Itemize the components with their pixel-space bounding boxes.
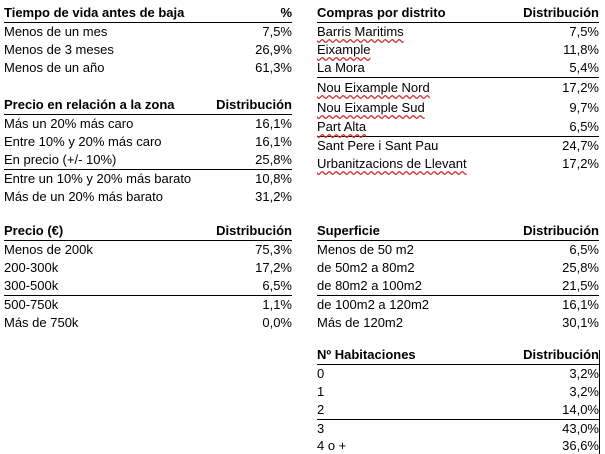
row-label: Barris Maritims — [317, 24, 404, 39]
row-value: 6,5% — [569, 119, 599, 134]
row-value: 17,2% — [255, 260, 292, 275]
table-row — [317, 155, 599, 173]
table-title: Nº Habitaciones — [317, 347, 416, 362]
table-row — [317, 401, 599, 420]
table-title: Superficie — [317, 223, 380, 238]
row-value: 75,3% — [255, 242, 292, 257]
table-habitaciones — [317, 346, 599, 454]
table-row — [317, 78, 599, 98]
row-value: 16,1% — [255, 116, 292, 131]
table-row — [4, 41, 292, 59]
column-header: Distribución — [216, 97, 292, 112]
column-header: Distribución — [523, 5, 599, 20]
row-value: 36,6% — [562, 438, 599, 453]
row-label: 2 — [317, 402, 325, 417]
row-value: 16,1% — [255, 134, 292, 149]
row-value: 3,2% — [569, 366, 599, 381]
column-header: % — [280, 5, 292, 20]
table-title: Compras por distrito — [317, 5, 446, 20]
row-label: 300-500k — [4, 278, 59, 293]
column-header: Distribución — [216, 223, 292, 238]
row-label: 0 — [317, 366, 325, 381]
row-value: 16,1% — [562, 297, 599, 312]
table-row — [4, 170, 292, 188]
row-value: 11,8% — [563, 42, 599, 57]
table-row — [4, 115, 292, 133]
table-row — [317, 118, 599, 137]
row-value: 24,7% — [562, 138, 599, 153]
table-header — [4, 222, 292, 241]
table-tiempo-vida — [4, 4, 292, 77]
row-label: Part Alta — [317, 119, 367, 134]
table-row — [317, 365, 599, 383]
table-border — [599, 350, 600, 454]
table-row — [317, 98, 599, 118]
table-title: Tiempo de vida antes de baja — [4, 5, 185, 20]
table-precio-zona — [4, 96, 292, 206]
row-label: Entre un 10% y 20% más barato — [4, 171, 192, 186]
column-header: Distribución — [523, 347, 599, 362]
row-label: Entre 10% y 20% más caro — [4, 134, 162, 149]
table-row — [317, 383, 599, 401]
row-label: Menos de un mes — [4, 24, 108, 39]
row-value: 3,2% — [569, 384, 599, 399]
row-label: 1 — [317, 384, 325, 399]
row-value: 0,0% — [262, 315, 292, 330]
row-value: 25,8% — [562, 260, 599, 275]
row-label: Más de 120m2 — [317, 315, 403, 330]
table-precio — [4, 222, 292, 332]
row-label: Menos de 50 m2 — [317, 242, 414, 257]
row-label: Nou Eixample Nord — [317, 80, 430, 95]
row-value: 25,8% — [255, 152, 292, 167]
row-value: 21,5% — [562, 278, 599, 293]
row-label: Menos de un año — [4, 60, 105, 75]
row-label: Nou Eixample Sud — [317, 100, 425, 115]
row-label: Más de un 20% más barato — [4, 189, 163, 204]
table-header — [4, 96, 292, 115]
row-label: Eixample — [317, 42, 371, 57]
table-row — [4, 241, 292, 259]
row-value: 1,1% — [262, 297, 292, 312]
row-label: La Mora — [317, 60, 365, 75]
row-label: Menos de 3 meses — [4, 42, 114, 57]
table-row — [4, 151, 292, 170]
row-value: 14,0% — [562, 402, 599, 417]
table-row — [317, 259, 599, 277]
row-value: 17,2% — [562, 156, 599, 171]
table-title: Precio (€) — [4, 223, 64, 238]
table-row — [4, 259, 292, 277]
row-value: 7,5% — [262, 24, 292, 39]
table-row — [317, 23, 599, 41]
table-row — [317, 296, 599, 314]
table-superficie — [317, 222, 599, 332]
row-value: 6,5% — [262, 278, 292, 293]
column-header: Distribución — [523, 223, 599, 238]
row-label: 4 o + — [317, 438, 347, 453]
row-label: Urbanitzacions de Llevant — [317, 156, 467, 171]
table-row — [4, 296, 292, 314]
table-compras-distrito — [317, 4, 599, 173]
table-row — [4, 133, 292, 151]
row-label: Menos de 200k — [4, 242, 93, 257]
row-value: 31,2% — [255, 189, 292, 204]
row-label: Sant Pere i Sant Pau — [317, 138, 439, 153]
table-row — [317, 314, 599, 332]
table-row — [4, 23, 292, 41]
table-row — [317, 241, 599, 259]
row-label: En precio (+/- 10%) — [4, 152, 117, 167]
table-row — [4, 188, 292, 206]
row-value: 61,3% — [255, 60, 292, 75]
table-row — [317, 420, 599, 437]
table-row — [4, 277, 292, 296]
row-label: de 80m2 a 100m2 — [317, 278, 422, 293]
table-header — [4, 4, 292, 23]
row-label: de 100m2 a 120m2 — [317, 297, 430, 312]
row-value: 43,0% — [562, 421, 599, 436]
row-value: 26,9% — [255, 42, 292, 57]
row-value: 6,5% — [569, 242, 599, 257]
row-label: Más de 750k — [4, 315, 79, 330]
row-label: 200-300k — [4, 260, 59, 275]
table-header — [317, 4, 599, 23]
row-label: 3 — [317, 421, 325, 436]
table-row — [317, 277, 599, 296]
table-header — [317, 222, 599, 241]
row-value: 5,4% — [569, 60, 599, 75]
table-title: Precio en relación a la zona — [4, 97, 175, 112]
table-row — [317, 137, 599, 155]
row-label: Más un 20% más caro — [4, 116, 134, 131]
table-row — [4, 59, 292, 77]
table-row — [317, 59, 599, 78]
row-label: de 50m2 a 80m2 — [317, 260, 415, 275]
table-row — [317, 437, 599, 454]
row-value: 9,7% — [569, 100, 599, 115]
row-label: 500-750k — [4, 297, 59, 312]
row-value: 30,1% — [562, 315, 599, 330]
row-value: 7,5% — [569, 24, 599, 39]
table-row — [317, 41, 599, 59]
table-row — [4, 314, 292, 332]
row-value: 17,2% — [562, 80, 599, 95]
row-value: 10,8% — [255, 171, 292, 186]
table-header — [317, 346, 599, 365]
